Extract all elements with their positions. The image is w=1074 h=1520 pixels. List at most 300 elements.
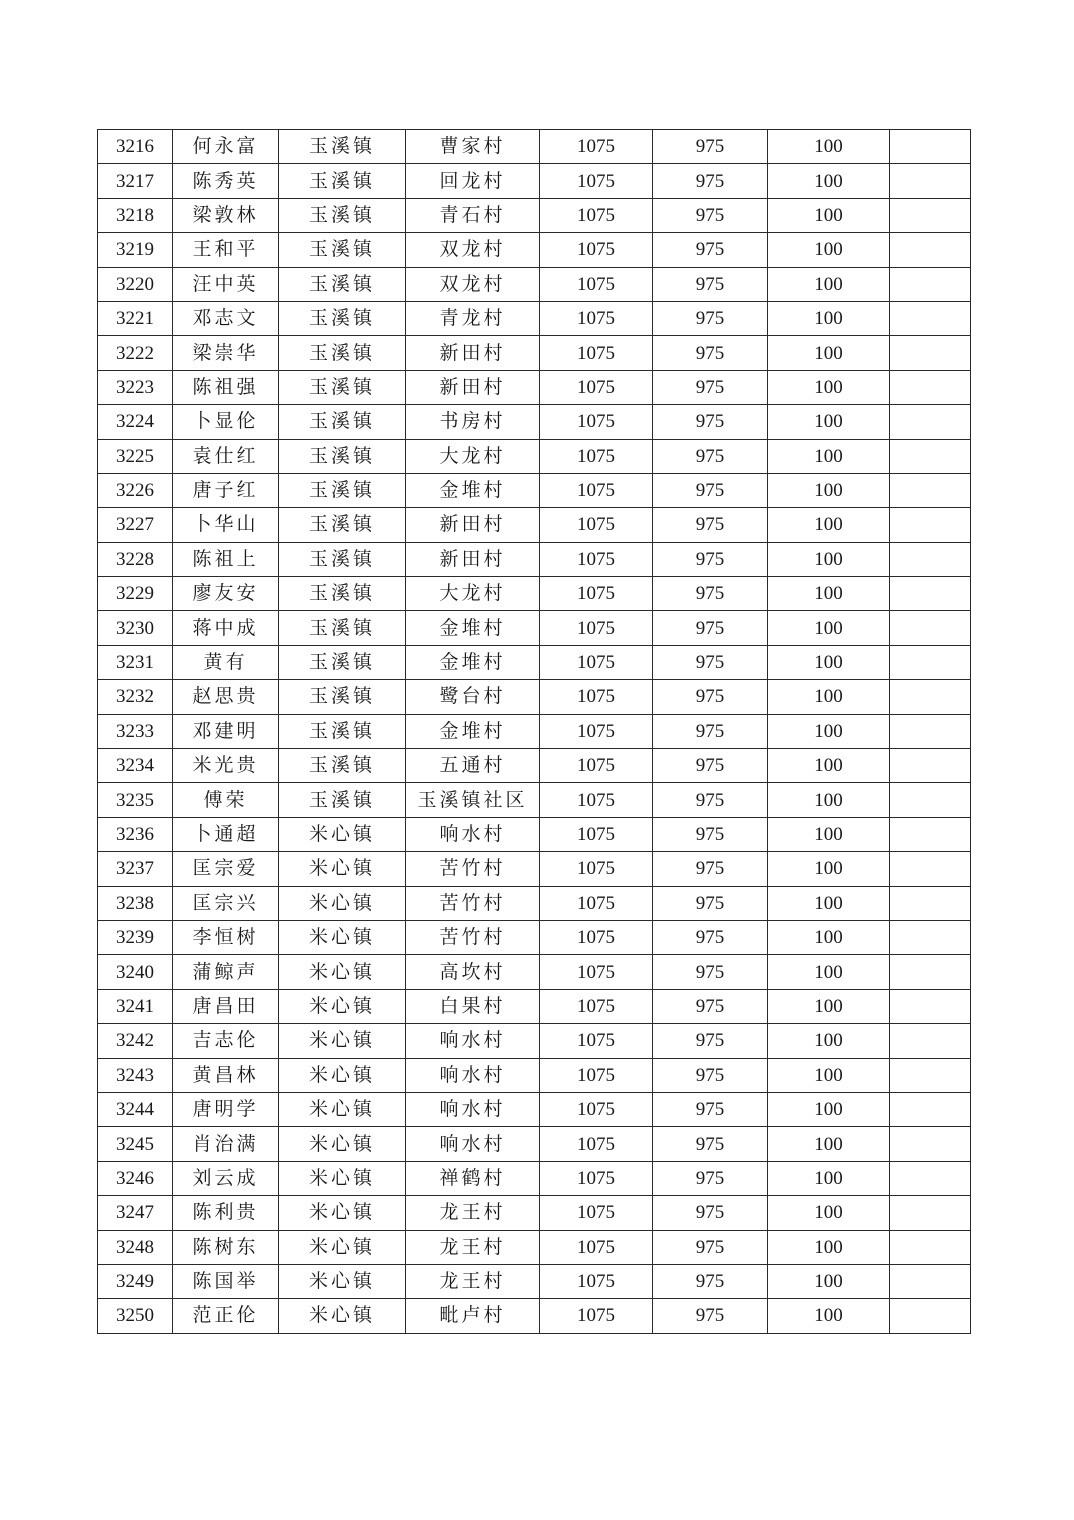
amount-total-cell: 1075 — [540, 645, 653, 679]
amount-extra-cell: 100 — [768, 508, 890, 542]
table-row — [98, 1024, 971, 1058]
table-row — [98, 1092, 971, 1126]
table-row — [98, 1058, 971, 1092]
village-name-cell: 大龙村 — [406, 577, 540, 611]
village-name-cell: 青石村 — [406, 198, 540, 232]
amount-extra-cell: 100 — [768, 198, 890, 232]
amount-total-cell: 1075 — [540, 198, 653, 232]
amount-extra-cell: 100 — [768, 817, 890, 851]
person-name-cell: 卜显伦 — [173, 405, 279, 439]
town-name-cell: 玉溪镇 — [279, 611, 406, 645]
amount-total-cell: 1075 — [540, 405, 653, 439]
remark-cell — [890, 1058, 971, 1092]
table-row — [98, 336, 971, 370]
town-name-cell: 米心镇 — [279, 1161, 406, 1195]
person-name-cell: 匡宗爱 — [173, 852, 279, 886]
remark-cell — [890, 1127, 971, 1161]
table-row — [98, 1230, 971, 1264]
town-name-cell: 玉溪镇 — [279, 577, 406, 611]
amount-total-cell: 1075 — [540, 611, 653, 645]
amount-total-cell: 1075 — [540, 1024, 653, 1058]
amount-main-cell: 975 — [653, 920, 768, 954]
person-name-cell: 唐昌田 — [173, 989, 279, 1023]
row-number-cell: 3227 — [98, 508, 173, 542]
person-name-cell: 唐明学 — [173, 1092, 279, 1126]
town-name-cell: 米心镇 — [279, 1024, 406, 1058]
person-name-cell: 陈国举 — [173, 1264, 279, 1298]
town-name-cell: 米心镇 — [279, 1299, 406, 1333]
amount-extra-cell: 100 — [768, 1161, 890, 1195]
person-name-cell: 邓志文 — [173, 301, 279, 335]
amount-extra-cell: 100 — [768, 886, 890, 920]
amount-extra-cell: 100 — [768, 577, 890, 611]
amount-main-cell: 975 — [653, 1264, 768, 1298]
table-row — [98, 645, 971, 679]
village-name-cell: 龙王村 — [406, 1196, 540, 1230]
row-number-cell: 3233 — [98, 714, 173, 748]
amount-main-cell: 975 — [653, 886, 768, 920]
remark-cell — [890, 1024, 971, 1058]
amount-extra-cell: 100 — [768, 645, 890, 679]
row-number-cell: 3248 — [98, 1230, 173, 1264]
remark-cell — [890, 130, 971, 164]
amount-extra-cell: 100 — [768, 989, 890, 1023]
town-name-cell: 玉溪镇 — [279, 439, 406, 473]
amount-main-cell: 975 — [653, 714, 768, 748]
amount-main-cell: 975 — [653, 473, 768, 507]
village-name-cell: 新田村 — [406, 542, 540, 576]
amount-extra-cell: 100 — [768, 336, 890, 370]
person-name-cell: 匡宗兴 — [173, 886, 279, 920]
table-row — [98, 920, 971, 954]
amount-total-cell: 1075 — [540, 1299, 653, 1333]
row-number-cell: 3240 — [98, 955, 173, 989]
row-number-cell: 3244 — [98, 1092, 173, 1126]
person-name-cell: 黄有 — [173, 645, 279, 679]
town-name-cell: 米心镇 — [279, 989, 406, 1023]
amount-extra-cell: 100 — [768, 130, 890, 164]
person-name-cell: 卜通超 — [173, 817, 279, 851]
town-name-cell: 玉溪镇 — [279, 198, 406, 232]
table-row — [98, 989, 971, 1023]
person-name-cell: 廖友安 — [173, 577, 279, 611]
row-number-cell: 3223 — [98, 370, 173, 404]
amount-total-cell: 1075 — [540, 714, 653, 748]
row-number-cell: 3242 — [98, 1024, 173, 1058]
remark-cell — [890, 267, 971, 301]
amount-extra-cell: 100 — [768, 1196, 890, 1230]
remark-cell — [890, 164, 971, 198]
amount-main-cell: 975 — [653, 405, 768, 439]
village-name-cell: 苦竹村 — [406, 920, 540, 954]
amount-total-cell: 1075 — [540, 680, 653, 714]
amount-extra-cell: 100 — [768, 473, 890, 507]
town-name-cell: 米心镇 — [279, 1196, 406, 1230]
town-name-cell: 玉溪镇 — [279, 267, 406, 301]
amount-total-cell: 1075 — [540, 749, 653, 783]
remark-cell — [890, 645, 971, 679]
table-row — [98, 1161, 971, 1195]
amount-extra-cell: 100 — [768, 164, 890, 198]
amount-total-cell: 1075 — [540, 508, 653, 542]
village-name-cell: 大龙村 — [406, 439, 540, 473]
amount-main-cell: 975 — [653, 989, 768, 1023]
amount-extra-cell: 100 — [768, 783, 890, 817]
village-name-cell: 龙王村 — [406, 1230, 540, 1264]
row-number-cell: 3234 — [98, 749, 173, 783]
amount-extra-cell: 100 — [768, 542, 890, 576]
amount-main-cell: 975 — [653, 852, 768, 886]
amount-main-cell: 975 — [653, 198, 768, 232]
amount-extra-cell: 100 — [768, 955, 890, 989]
row-number-cell: 3224 — [98, 405, 173, 439]
amount-main-cell: 975 — [653, 1092, 768, 1126]
amount-total-cell: 1075 — [540, 1196, 653, 1230]
table-row — [98, 817, 971, 851]
table-row — [98, 749, 971, 783]
table-row — [98, 1196, 971, 1230]
remark-cell — [890, 473, 971, 507]
row-number-cell: 3230 — [98, 611, 173, 645]
row-number-cell: 3236 — [98, 817, 173, 851]
table-row — [98, 886, 971, 920]
amount-extra-cell: 100 — [768, 714, 890, 748]
amount-main-cell: 975 — [653, 1196, 768, 1230]
person-name-cell: 陈祖上 — [173, 542, 279, 576]
town-name-cell: 米心镇 — [279, 955, 406, 989]
row-number-cell: 3218 — [98, 198, 173, 232]
beneficiary-table — [97, 129, 971, 1334]
person-name-cell: 蒋中成 — [173, 611, 279, 645]
town-name-cell: 玉溪镇 — [279, 130, 406, 164]
amount-main-cell: 975 — [653, 680, 768, 714]
person-name-cell: 米光贵 — [173, 749, 279, 783]
village-name-cell: 五通村 — [406, 749, 540, 783]
amount-total-cell: 1075 — [540, 817, 653, 851]
person-name-cell: 邓建明 — [173, 714, 279, 748]
amount-main-cell: 975 — [653, 749, 768, 783]
town-name-cell: 玉溪镇 — [279, 164, 406, 198]
village-name-cell: 响水村 — [406, 817, 540, 851]
amount-main-cell: 975 — [653, 336, 768, 370]
amount-main-cell: 975 — [653, 1299, 768, 1333]
village-name-cell: 青龙村 — [406, 301, 540, 335]
person-name-cell: 范正伦 — [173, 1299, 279, 1333]
town-name-cell: 米心镇 — [279, 1127, 406, 1161]
village-name-cell: 回龙村 — [406, 164, 540, 198]
person-name-cell: 袁仕红 — [173, 439, 279, 473]
amount-extra-cell: 100 — [768, 1058, 890, 1092]
town-name-cell: 玉溪镇 — [279, 336, 406, 370]
amount-main-cell: 975 — [653, 955, 768, 989]
remark-cell — [890, 1299, 971, 1333]
village-name-cell: 龙王村 — [406, 1264, 540, 1298]
table-row — [98, 714, 971, 748]
village-name-cell: 响水村 — [406, 1058, 540, 1092]
town-name-cell: 米心镇 — [279, 1092, 406, 1126]
person-name-cell: 陈利贵 — [173, 1196, 279, 1230]
row-number-cell: 3229 — [98, 577, 173, 611]
table-body — [98, 130, 971, 1334]
remark-cell — [890, 1196, 971, 1230]
amount-extra-cell: 100 — [768, 852, 890, 886]
person-name-cell: 何永富 — [173, 130, 279, 164]
remark-cell — [890, 817, 971, 851]
town-name-cell: 玉溪镇 — [279, 473, 406, 507]
amount-main-cell: 975 — [653, 439, 768, 473]
row-number-cell: 3231 — [98, 645, 173, 679]
remark-cell — [890, 542, 971, 576]
amount-main-cell: 975 — [653, 370, 768, 404]
table-row — [98, 542, 971, 576]
town-name-cell: 米心镇 — [279, 817, 406, 851]
row-number-cell: 3217 — [98, 164, 173, 198]
village-name-cell: 苦竹村 — [406, 886, 540, 920]
remark-cell — [890, 577, 971, 611]
town-name-cell: 玉溪镇 — [279, 542, 406, 576]
village-name-cell: 金堆村 — [406, 714, 540, 748]
amount-total-cell: 1075 — [540, 267, 653, 301]
remark-cell — [890, 920, 971, 954]
row-number-cell: 3226 — [98, 473, 173, 507]
remark-cell — [890, 198, 971, 232]
table-row — [98, 473, 971, 507]
remark-cell — [890, 680, 971, 714]
table-row — [98, 370, 971, 404]
amount-total-cell: 1075 — [540, 1092, 653, 1126]
amount-main-cell: 975 — [653, 1161, 768, 1195]
village-name-cell: 玉溪镇社区 — [406, 783, 540, 817]
table-row — [98, 405, 971, 439]
village-name-cell: 金堆村 — [406, 645, 540, 679]
town-name-cell: 玉溪镇 — [279, 508, 406, 542]
village-name-cell: 双龙村 — [406, 233, 540, 267]
remark-cell — [890, 233, 971, 267]
village-name-cell: 响水村 — [406, 1127, 540, 1161]
row-number-cell: 3228 — [98, 542, 173, 576]
person-name-cell: 蒲鲸声 — [173, 955, 279, 989]
table-row — [98, 852, 971, 886]
table-row — [98, 611, 971, 645]
amount-extra-cell: 100 — [768, 439, 890, 473]
remark-cell — [890, 301, 971, 335]
village-name-cell: 禅鹤村 — [406, 1161, 540, 1195]
person-name-cell: 王和平 — [173, 233, 279, 267]
amount-total-cell: 1075 — [540, 439, 653, 473]
amount-main-cell: 975 — [653, 1024, 768, 1058]
remark-cell — [890, 1230, 971, 1264]
amount-total-cell: 1075 — [540, 473, 653, 507]
town-name-cell: 米心镇 — [279, 1264, 406, 1298]
row-number-cell: 3246 — [98, 1161, 173, 1195]
person-name-cell: 梁崇华 — [173, 336, 279, 370]
table-row — [98, 267, 971, 301]
village-name-cell: 鹭台村 — [406, 680, 540, 714]
row-number-cell: 3232 — [98, 680, 173, 714]
table-row — [98, 955, 971, 989]
row-number-cell: 3245 — [98, 1127, 173, 1161]
remark-cell — [890, 1092, 971, 1126]
village-name-cell: 新田村 — [406, 508, 540, 542]
table-row — [98, 1127, 971, 1161]
remark-cell — [890, 714, 971, 748]
village-name-cell: 书房村 — [406, 405, 540, 439]
amount-main-cell: 975 — [653, 1230, 768, 1264]
person-name-cell: 傅荣 — [173, 783, 279, 817]
amount-total-cell: 1075 — [540, 301, 653, 335]
town-name-cell: 米心镇 — [279, 886, 406, 920]
town-name-cell: 玉溪镇 — [279, 405, 406, 439]
person-name-cell: 吉志伦 — [173, 1024, 279, 1058]
person-name-cell: 李恒树 — [173, 920, 279, 954]
person-name-cell: 肖治满 — [173, 1127, 279, 1161]
amount-total-cell: 1075 — [540, 1230, 653, 1264]
amount-total-cell: 1075 — [540, 783, 653, 817]
amount-total-cell: 1075 — [540, 1161, 653, 1195]
person-name-cell: 赵思贵 — [173, 680, 279, 714]
amount-main-cell: 975 — [653, 1127, 768, 1161]
table-row — [98, 783, 971, 817]
person-name-cell: 黄昌林 — [173, 1058, 279, 1092]
amount-main-cell: 975 — [653, 611, 768, 645]
remark-cell — [890, 439, 971, 473]
amount-extra-cell: 100 — [768, 405, 890, 439]
remark-cell — [890, 989, 971, 1023]
table-row — [98, 1264, 971, 1298]
town-name-cell: 米心镇 — [279, 852, 406, 886]
amount-extra-cell: 100 — [768, 1264, 890, 1298]
table-row — [98, 130, 971, 164]
remark-cell — [890, 1161, 971, 1195]
amount-main-cell: 975 — [653, 164, 768, 198]
amount-main-cell: 975 — [653, 817, 768, 851]
row-number-cell: 3220 — [98, 267, 173, 301]
person-name-cell: 陈树东 — [173, 1230, 279, 1264]
amount-extra-cell: 100 — [768, 301, 890, 335]
amount-main-cell: 975 — [653, 577, 768, 611]
village-name-cell: 金堆村 — [406, 473, 540, 507]
village-name-cell: 响水村 — [406, 1024, 540, 1058]
amount-total-cell: 1075 — [540, 577, 653, 611]
amount-total-cell: 1075 — [540, 1264, 653, 1298]
person-name-cell: 唐子红 — [173, 473, 279, 507]
amount-main-cell: 975 — [653, 267, 768, 301]
village-name-cell: 高坎村 — [406, 955, 540, 989]
village-name-cell: 毗卢村 — [406, 1299, 540, 1333]
amount-extra-cell: 100 — [768, 267, 890, 301]
row-number-cell: 3237 — [98, 852, 173, 886]
amount-extra-cell: 100 — [768, 1092, 890, 1126]
amount-extra-cell: 100 — [768, 1299, 890, 1333]
village-name-cell: 金堆村 — [406, 611, 540, 645]
remark-cell — [890, 370, 971, 404]
town-name-cell: 玉溪镇 — [279, 714, 406, 748]
amount-total-cell: 1075 — [540, 989, 653, 1023]
row-number-cell: 3247 — [98, 1196, 173, 1230]
amount-total-cell: 1075 — [540, 1127, 653, 1161]
remark-cell — [890, 852, 971, 886]
table-row — [98, 577, 971, 611]
remark-cell — [890, 336, 971, 370]
village-name-cell: 白果村 — [406, 989, 540, 1023]
amount-extra-cell: 100 — [768, 611, 890, 645]
town-name-cell: 玉溪镇 — [279, 645, 406, 679]
amount-main-cell: 975 — [653, 645, 768, 679]
amount-total-cell: 1075 — [540, 130, 653, 164]
amount-main-cell: 975 — [653, 508, 768, 542]
row-number-cell: 3216 — [98, 130, 173, 164]
person-name-cell: 陈祖强 — [173, 370, 279, 404]
amount-total-cell: 1075 — [540, 1058, 653, 1092]
remark-cell — [890, 508, 971, 542]
town-name-cell: 玉溪镇 — [279, 301, 406, 335]
amount-total-cell: 1075 — [540, 233, 653, 267]
amount-total-cell: 1075 — [540, 852, 653, 886]
amount-extra-cell: 100 — [768, 749, 890, 783]
remark-cell — [890, 749, 971, 783]
village-name-cell: 响水村 — [406, 1092, 540, 1126]
person-name-cell: 梁敦林 — [173, 198, 279, 232]
table-row — [98, 439, 971, 473]
amount-main-cell: 975 — [653, 233, 768, 267]
amount-extra-cell: 100 — [768, 1024, 890, 1058]
amount-main-cell: 975 — [653, 783, 768, 817]
table-row — [98, 164, 971, 198]
row-number-cell: 3249 — [98, 1264, 173, 1298]
amount-main-cell: 975 — [653, 542, 768, 576]
village-name-cell: 曹家村 — [406, 130, 540, 164]
table-row — [98, 198, 971, 232]
amount-main-cell: 975 — [653, 130, 768, 164]
town-name-cell: 米心镇 — [279, 1230, 406, 1264]
row-number-cell: 3238 — [98, 886, 173, 920]
person-name-cell: 刘云成 — [173, 1161, 279, 1195]
town-name-cell: 玉溪镇 — [279, 680, 406, 714]
remark-cell — [890, 955, 971, 989]
row-number-cell: 3225 — [98, 439, 173, 473]
row-number-cell: 3219 — [98, 233, 173, 267]
person-name-cell: 卜华山 — [173, 508, 279, 542]
village-name-cell: 苦竹村 — [406, 852, 540, 886]
town-name-cell: 玉溪镇 — [279, 783, 406, 817]
table-row — [98, 301, 971, 335]
row-number-cell: 3239 — [98, 920, 173, 954]
amount-extra-cell: 100 — [768, 233, 890, 267]
remark-cell — [890, 1264, 971, 1298]
village-name-cell: 新田村 — [406, 370, 540, 404]
table-row — [98, 508, 971, 542]
row-number-cell: 3250 — [98, 1299, 173, 1333]
village-name-cell: 新田村 — [406, 336, 540, 370]
town-name-cell: 玉溪镇 — [279, 370, 406, 404]
row-number-cell: 3243 — [98, 1058, 173, 1092]
amount-extra-cell: 100 — [768, 680, 890, 714]
amount-main-cell: 975 — [653, 301, 768, 335]
town-name-cell: 米心镇 — [279, 920, 406, 954]
amount-main-cell: 975 — [653, 1058, 768, 1092]
table-row — [98, 680, 971, 714]
amount-total-cell: 1075 — [540, 955, 653, 989]
amount-extra-cell: 100 — [768, 1127, 890, 1161]
village-name-cell: 双龙村 — [406, 267, 540, 301]
remark-cell — [890, 783, 971, 817]
amount-extra-cell: 100 — [768, 1230, 890, 1264]
remark-cell — [890, 405, 971, 439]
row-number-cell: 3221 — [98, 301, 173, 335]
table-row — [98, 233, 971, 267]
person-name-cell: 陈秀英 — [173, 164, 279, 198]
amount-total-cell: 1075 — [540, 370, 653, 404]
